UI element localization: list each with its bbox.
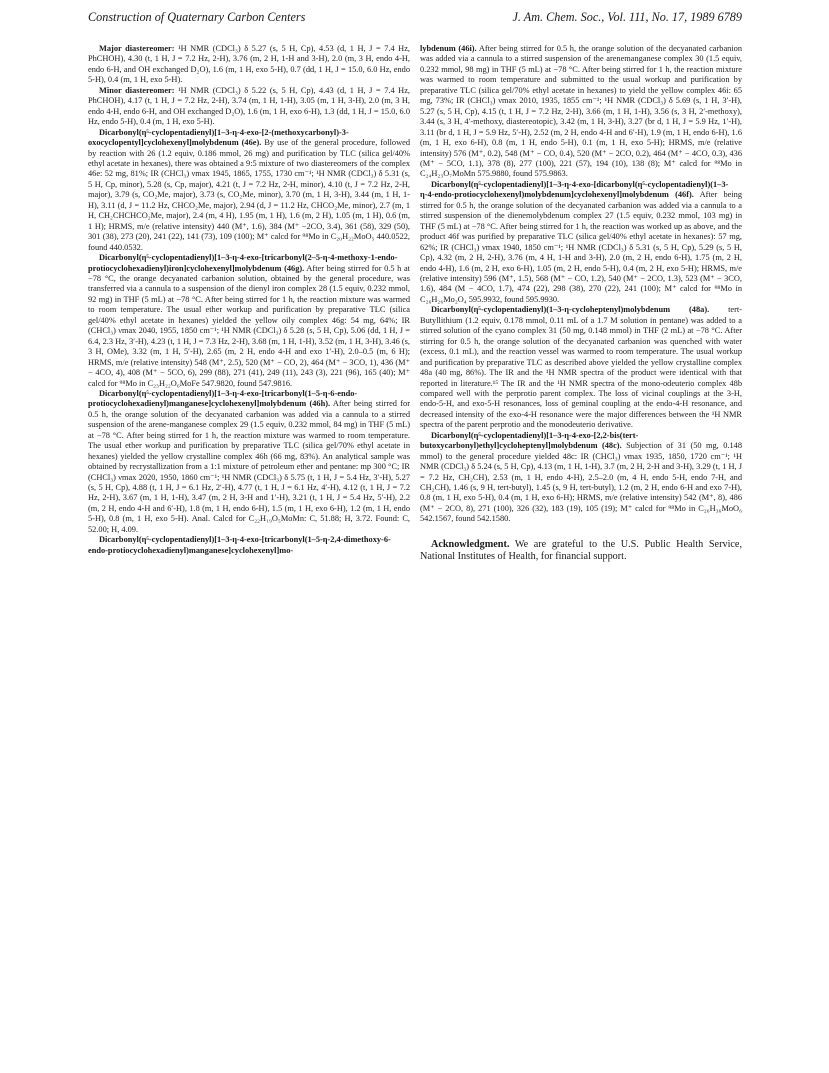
paragraph [88,44,410,86]
paragraph [420,44,742,180]
paragraph [88,535,410,556]
paragraph-text: By use of the general procedure, followed by reaction with 26 (1.2 equiv, 0.186 mmol, 26 mg) and purification by TLC (silica gel/40% ethyl acetate in hexanes), there was obtained a 9:5 mixture of two diastereomers of the complex 46e: 52 mg, 81%; IR (CHCl₃) νmax 1945, 1865, 1755, 1730 cm⁻¹; ¹H NMR (CDCl₃) δ 5.31 (s, 5 H, Cp, minor), 5.28 (s, Cp, major), 4.21 (t, J = 7.2 Hz, 2-H, minor), 4.10 (t, J = 7.2 Hz, 2-H, major), 3.79 (s, CO₂Me, major), 3.73 (s, CO₂Me, minor), 3.70 (m, 1 H, 3-H), 3.44 (m, 1 H, 1-H), 3.11 (d, J = 11.2 Hz, CHCO₂Me, major), 2.94 (d, J = 11.2 Hz, CHCO₂Me, minor), 2.7 (m, 1 H, CH₂CHCHCO₂Me, major), 2.4 (m, 4 H), 1.95 (m, 1 H), 1.6 (m, 2 H), 1.05 (m, 1 H), 0.6 (m, 1 H); HRMS, m/e (relative intensity) 440 (M⁺, 1.6), 384 (M⁺ −2CO, 3.4), 361 (58), 329 (50), 301 (38), 273 (20), 241 (22), 141 (73), 109 (100); M⁺ calcd for ⁹⁸Mo in C₂₀H₂₂MoO₅ 440.0522, found 440.0532. [88,138,410,252]
acknowledgment [420,539,742,564]
paragraph-heading: Dicarbonyl(η⁵-cyclopentadienyl)[1–3-η-4-exo-[2-(methoxycarbonyl)-3-oxocyclopentyl]cyclohexenyl]molybdenum (46e). [88,127,349,148]
running-head [88,10,742,26]
paragraph-heading: Dicarbonyl(η⁵-cyclopentadienyl)(1–3-η-cycloheptenyl)molybdenum (48a). [431,305,710,315]
paragraph [420,431,742,525]
paragraph-heading: lybdenum (46i). [420,44,477,53]
paragraph [420,305,742,430]
acknowledgment-heading: Acknowledgment. [431,538,510,550]
paragraph-text: tert-Butyllithium (1.2 equiv, 0.178 mmol, 0.11 mL of a 1.7 M solution in pentane) was added to a stirred solution of the cyano complex 31 (50 mg, 0.148 mmol) in THF (2 mL) at −78 °C. After stirring for 0.5 h, the orange solution of the decyanated carbanion was quenched with water (excess, 0.1 mL), and the reaction vessel was warmed to room temperature. The usual workup and purification by preparative TLC as described above yielded the yellow crystalline complex 48a (40 mg, 86%). The IR and the ¹H NMR spectra of the product were identical with that reported in literature.¹⁵ The IR and the ¹H NMR spectra of the mono-odeuterio complex 48b compared well with the perprotio parent complex. The loss of vicinal couplings at the 3-H, endo-5-H, and exo-5-H resonances, loss of geminal coupling at the endo-4-H resonance, and decreased intensity of the exo-4-H resonance were the major differences between the ¹H NMR spectra of the parent perprotio and the monodeuterio derivative. [420,305,743,430]
acknowledgment-text: We are grateful to the U.S. Public Health Service, National Institutes of Health, for financial support. [420,538,742,563]
paragraph-heading: Major diastereomer: [99,44,175,53]
paragraph-text: Subjection of 31 (50 mg, 0.148 mmol) to the general procedure yielded 48c: IR (CHCl₃) νmax 1935, 1850, 1720 cm⁻¹; ¹H NMR (CDCl₃) δ 5.24 (s, 5 H, Cp), 4.13 (m, 1 H, 1-H), 3.7 (m, 2 H, 2-H and 3-H), 3.29 (t, 1 H, J = 7.2 Hz, CH₂CH), 2.53 (m, 1 H, endo 4-H), 2.5–2.0 (m, 4 H, endo 5-H, endo 7-H, and CH₂CH), 1.46 (s, 9 H, tert-butyl), 1.45 (s, 9 H, tert-butyl), 1.2 (m, 2 H, endo 6-H and exo 7-H), 0.8 (m, 1 H, exo 5-H), 0.4 (m, 1 H, exo 6-H); HRMS, m/e (relative intensity) 542 (M⁺, 8), 486 (M⁺ − 2CO, 8), 271 (100), 326 (32), 183 (19), 105 (19); M⁺ calcd for ⁹⁸Mo in C₂₆H₃₆MoO₆ 542.1567, found 542.1580. [420,441,742,524]
paragraph-text: After being stirred for 0.5 h at −78 °C, the orange decyanated carbanion solution, obtained by the general procedure, was transferred via a cannula to a suspension of the dienyl iron complex 28 (1.5 equiv, 0.232 mmol, 92 mg) in THF (5 mL) at −78 °C. After being stirred for 1 h, the reaction mixture was warmed to room temperature. The usual ether workup and purification by preparative TLC (silica gel/40% ethyl acetate in hexanes) yielded the yellow oily complex 46g: 54 mg, 64%; IR (CHCl₃) νmax 2040, 1955, 1850 cm⁻¹; ¹H NMR (CDCl₃) δ 5.28 (s, 5 H, Cp), 5.06 (dd, 1 H, J = 6.4, 2.3 Hz, 3′-H), 4.23 (t, 1 H, J = 7.3 Hz, 2-H), 3.68 (m, 1 H, 1-H), 3.52 (m, 1 H, 3-H), 3.46 (s, 3 H, OMe), 3.32 (m, 1 H, 5′-H), 2.65 (m, 2 H, endo 4-H and exo 1′-H), 2.0–0.5 (m, 6 H); HRMS, m/e (relative intensity) 548 (M⁺, 2.5), 520 (M⁺ − CO, 2), 464 (M⁺ − 3CO, 1), 436 (M⁺ − 4CO, 4), 408 (M⁺ − 5CO, 6), 299 (88), 271 (41), 249 (11), 243 (3), 221 (96), 165 (40); M⁺ calcd for ⁹⁸Mo in C₂₃H₂₂O₆MoFe 547.9820, found 547.9816. [88,263,410,388]
paragraph-heading: Dicarbonyl(η⁵-cyclopentadienyl)[1–3-η-4-exo-[dicarbonyl(η⁵-cyclopentadienyl)(1–3-η-4-endo-protiocyclohexenyl)molybdenum]cyclohexenyl]molybdenum (46f). [420,179,729,200]
paragraph [88,253,410,389]
paragraph-heading: Minor diastereomer: [99,85,175,95]
left-column [88,44,410,556]
paragraph-heading: Dicarbonyl(η⁵-cyclopentadienyl)[1–3-η-4-exo-[2,2-bis(tert-butoxycarbonyl)ethyl]cycloheptenyl]molybdenum (48c). [420,430,639,451]
paragraph-text: After being stirred for 0.5 h, the orange solution of the decyanated carbanion was added via a cannula to a stirred suspension of the arenemanganese complex 30 (1.5 equiv, 0.232 mmol, 98 mg) in THF (5 mL) at −78 °C. After being stirred for 1 h, the reaction mixture was warmed to room temperature and submitted to the usual workup and purification by preparative TLC (silica gel/70% ethyl acetate in hexanes) to yield the yellow complex 46i: 65 mg, 73%; IR (CHCl₃) νmax 2010, 1935, 1855 cm⁻¹; ¹H NMR (CDCl₃) δ 5.69 (s, 1 H, 3′-H), 5.27 (s, 5 H, Cp), 4.15 (t, 1 H, J = 7.2 Hz, 2-H), 3.66 (m, 1 H, 1-H), 3.56 (s, 3 H, 2′-methoxy), 3.44 (s, 3 H, 4′-methoxy, diastereotopic), 3.42 (m, 1 H, 3-H), 3.27 (br d, 1 H, J = 5.9 Hz, 1′-H), 3.11 (br d, 1 H, J = 5.9 Hz, 5′-H), 2.52 (m, 2 H, endo 4-H and 6′-H), 1.9 (m, 1 H, endo 6-H), 1.6 (m, 1 H, exo 6-H), 0.8 (m, 1 H, endo 5-H), 0.1 (m, 1 H, exo 5-H); HRMS, m/e (relative intensity) 576 (M⁺, 0.2), 548 (M⁺ − CO, 0.4), 520 (M⁺ − 2CO, 0.2), 464 (M⁺ − 4CO, 0.3), 436 (M⁺ − 5CO, 1.1), 378 (8), 277 (100), 221 (57), 194 (10), 138 (8); M⁺ calcd for ⁹⁸Mo in C₂₄H₂₃O₇MoMn 575.9880, found 575.9863. [420,44,742,179]
paragraph-text: ¹H NMR (CDCl₃) δ 5.27 (s, 5 H, Cp), 4.53 (d, 1 H, J = 7.4 Hz, PhCHOH), 4.30 (t, 1 H, J = 7.2 Hz, 2-H), 3.76 (m, 2 H, 1-H and 3-H), 2.0 (m, 3 H, endo 4-H, endo 6-H, and OH exchanged D₂O), 1.6 (m, 1 H, exo 5-H), 0.7 (dd, 1 H, J = 15.0, 6.0 Hz, endo 5-H), 0.4 (m, 1 H, exo 5-H). [88,44,410,85]
paragraph-text: After being stirred for 0.5 h, the orange solution of the decyanated carbanion was added via a cannula to a stirred suspension of the arene-manganese complex 29 (1.5 equiv, 0.232 mmol, 84 mg) in THF (5 mL) at −78 °C. After being stirred for 1 h, the reaction mixture was warmed to room temperature. The usual ether workup and purification by preparative TLC (silica gel/70% ethyl acetate in hexanes) yielded the yellow crystalline complex 46h (66 mg, 83%). An analytical sample was obtained by recrystallization from a 1:1 mixture of petroleum ether and pentane: mp 300 °C; IR (CHCl₃) νmax 2020, 1950, 1860 cm⁻¹; ¹H NMR (CDCl₃) δ 5.75 (t, 1 H, J = 5.4 Hz, 3′-H), 5.27 (s, 5 H, Cp), 4.88 (t, 1 H, J = 6.1 Hz, 2′-H), 4.77 (t, 1 H, J = 6.1 Hz, 4′-H), 4.12 (t, 1 H, J = 7.2 Hz, 2-H), 3.67 (m, 1 H, 1-H), 3.47 (m, 2 H, 3-H and 1′-H), 3.21 (t, 1 H, J = 5.4 Hz, 5′-H), 2.2 (m, 2 H, endo 4-H and 6′-H), 1.8 (m, 1 H, endo 6-H), 1.5 (m, 1 H, exo 6-H), 1.2 (m, 1 H, endo 5-H), 0.8 (m, 1 H, exo 5-H). Anal. Calcd for C₂₂H₁₉O₅MoMn: C, 51.88; H, 3.72. Found: C, 52.00; H, 4.09. [88,399,410,534]
paragraph-heading: Dicarbonyl(η⁵-cyclopentadienyl)[1–3-η-4-exo-[tricarbonyl(2–5-η-4-methoxy-1-endo-protiocyclohexadienyl)iron]cyclohexenyl]molybdenum (46g). [88,253,398,273]
paragraph-text: After being stirred for 0.5 h, the orange solution of the decyanated carbanion was added via a cannula to a stirred suspension of the dienemolybdenum complex 27 (1.5 equiv, 0.232 mmol, 103 mg) in THF (5 mL) at −78 °C. After being stirred for 1 h, the reaction was worked up as above, and the product 46f was purified by preparative TLC (silica gel/40% ethyl acetate in hexanes): 57 mg, 62%; IR (CHCl₃) νmax 1940, 1850 cm⁻¹; ¹H NMR (CDCl₃) δ 5.31 (s, 5 H, Cp), 5.29 (s, 5 H, Cp), 4.32 (m, 2 H, 2-H), 3.76 (m, 4 H, 1-H and 3-H), 2.0 (m, 2 H, endo 6-H), 1.75 (m, 2 H, endo 4-H), 1.6 (m, 2 H, exo 6-H), 1.05 (m, 2 H, endo 5-H), 0.4 (m, 2 H, exo 5-H); HRMS, m/e (relative intensity) 596 (M⁺, 1.5), 568 (M⁺ − CO, 1.2), 540 (M⁺ − 2CO, 1.3), 523 (M⁺ − 3CO, 1.6), 484 (M − 4CO, 1.7), 474 (22), 298 (38), 270 (22), 241 (100); M⁺ calcd for ⁹⁸Mo in C₂₆H₂₆Mo₂O₄ 595.9932, found 595.9930. [420,190,742,304]
right-column [420,44,742,564]
running-head-citation: J. Am. Chem. Soc., Vol. 111, No. 17, 1989 6789 [512,10,742,24]
paragraph-heading: Dicarbonyl(η⁵-cyclopentadienyl)[1–3-η-4-exo-[tricarbonyl(1–5-η-6-endo-protiocyclohexadienyl)manganese]cyclohexenyl]molybdenum (46h). [88,388,358,409]
paragraph-heading: Dicarbonyl(η⁵-cyclopentadienyl)[1–3-η-4-exo-[tricarbonyl(1–5-η-2,4-dimethoxy-6-endo-protiocyclohexadienyl)manganese]cyclohexenyl]mo- [88,535,391,555]
paragraph [88,128,410,253]
running-head-title: Construction of Quaternary Carbon Centers [88,10,306,24]
paragraph [88,86,410,128]
paragraph-text: ¹H NMR (CDCl₃) δ 5.22 (s, 5 H, Cp), 4.43 (d, 1 H, J = 7.4 Hz, PhCHOH), 4.17 (t, 1 H, J = 7.2 Hz, 2-H), 3.74 (m, 1 H, 1-H), 3.05 (m, 1 H, 3-H), 2.0 (m, 3 H, endo 4-H, endo 6-H, and OH exchanged D₂O), 1.6 (m, 1 H, exo 6-H), 1.3 (dd, 1 H, J = 15.0, 6.0 Hz, endo 5-H), 0.4 (m, 1 H, exo 5-H). [88,85,410,127]
paragraph [88,389,410,535]
paragraph [420,180,742,305]
